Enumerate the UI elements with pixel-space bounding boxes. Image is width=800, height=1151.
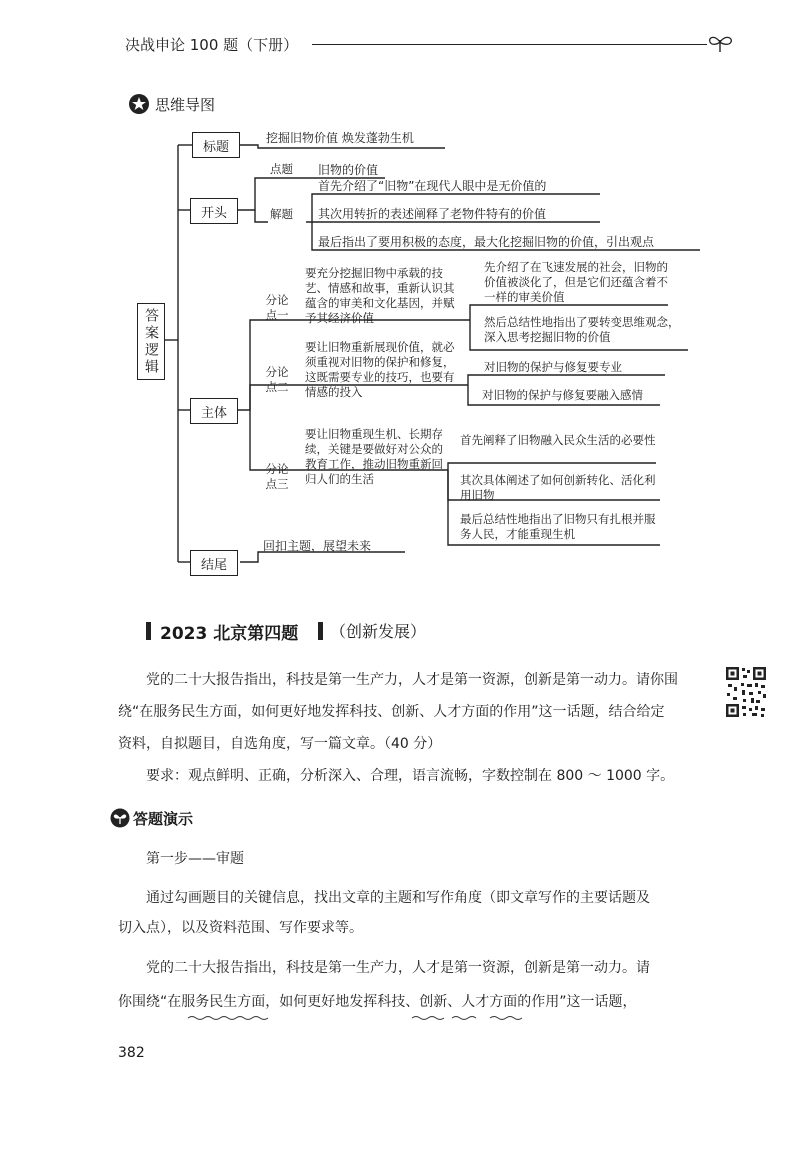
opening-node [190,198,238,224]
sub1-text: 要充分挖掘旧物中承载的技艺、情感和故事，重新认识其蕴含的审美和文化基因，并赋予其经济价值 [305,266,455,325]
ending-label: 结尾 [200,557,227,573]
root-node [137,303,165,380]
demo-intro-2: 切入点），以及资料范围、写作要求等。 [118,920,363,936]
sub1-item-2: 然后总结性地指出了要转变思维观念，深入思考挖掘旧物的价值 [484,315,680,344]
question-title: 2023 北京第四题 [160,624,299,644]
explain-item-1: 首先介绍了“旧物”在现代人眼中是无价值的 [318,179,547,193]
sub2-item-1: 对旧物的保护与修复要专业 [484,360,622,374]
ending-text: 回扣主题，展望未来 [263,539,372,553]
mindmap-heading: 思维导图 [155,96,216,114]
point-text: 旧物的价值 [318,163,379,177]
sub3-label: 分论点三 [265,462,289,491]
body-label: 主体 [200,405,227,421]
sub2-item-2: 对旧物的保护与修复要融入感情 [482,388,643,402]
question-tag: （创新发展） [330,622,427,641]
sub3-item-1: 首先阐释了旧物融入民众生活的必要性 [460,433,656,447]
sub3-text: 要让旧物重现生机、长期存续，关键是要做好对公众的教育工作，推动旧物重新回归人们的生活 [305,427,443,486]
body-node [190,398,238,424]
question-bar-right [318,622,323,640]
key-phrase-underlines [0,1008,800,1028]
ending-node [190,550,238,576]
leaf-icon [110,808,130,828]
sub3-item-2: 其次具体阐述了如何创新转化、活化利用旧物 [460,473,656,502]
sub3-item-3: 最后总结性地指出了旧物只有扎根并服务人民，才能重现生机 [460,512,656,541]
explain-item-2: 其次用转折的表述阐释了老物件特有的价值 [318,207,547,221]
book-title: 决战申论 100 题（下册） [125,36,299,54]
explain-label: 解题 [270,207,293,221]
opening-label: 开头 [200,205,227,221]
demo-step: 第一步——审题 [146,851,244,867]
root-label: 答案逻辑 [143,307,159,376]
sub1-label: 分论点一 [265,293,289,322]
demo-intro-1: 通过勾画题目的关键信息，找出文章的主题和写作角度（即文章写作的主要话题及 [146,890,650,906]
qr-code-icon[interactable] [725,666,767,718]
point-label: 点题 [270,162,293,176]
title-node [192,132,240,158]
explain-item-3: 最后指出了要用积极的态度，最大化挖掘旧物的价值，引出观点 [318,235,655,249]
question-line-1: 党的二十大报告指出，科技是第一生产力，人才是第一资源，创新是第一动力。请你围 [146,672,678,688]
title-node-label: 标题 [202,139,229,155]
question-line-3: 资料，自拟题目，自选角度，写一篇文章。（40 分） [118,736,442,752]
demo-quote-1: 党的二十大报告指出，科技是第一生产力，人才是第一资源，创新是第一动力。请 [146,960,650,976]
demo-heading: 答题演示 [133,810,194,828]
title-node-text: 挖掘旧物价值 焕发蓬勃生机 [266,131,414,145]
question-bar-left [146,622,151,640]
sub2-text: 要让旧物重新展现价值，就必须重视对旧物的保护和修复，这既需要专业的技巧，也要有情感的投入 [305,340,455,399]
page-number: 382 [118,1045,145,1061]
question-line-2: 绕“在服务民生方面，如何更好地发挥科技、创新、人才方面的作用”这一话题，结合给定 [118,704,665,720]
sub2-label: 分论点二 [265,365,289,394]
question-requirement: 要求：观点鲜明、正确，分析深入、合理，语言流畅，字数控制在 800 ～ 1000 字。 [146,768,675,784]
demo-quote-2: 你围绕“在服务民生方面，如何更好地发挥科技、创新、人才方面的作用”这一话题， [118,994,637,1010]
sub1-item-1: 先介绍了在飞速发展的社会，旧物的价值被淡化了，但是它们还蕴含着不一样的审美价值 [484,260,668,304]
